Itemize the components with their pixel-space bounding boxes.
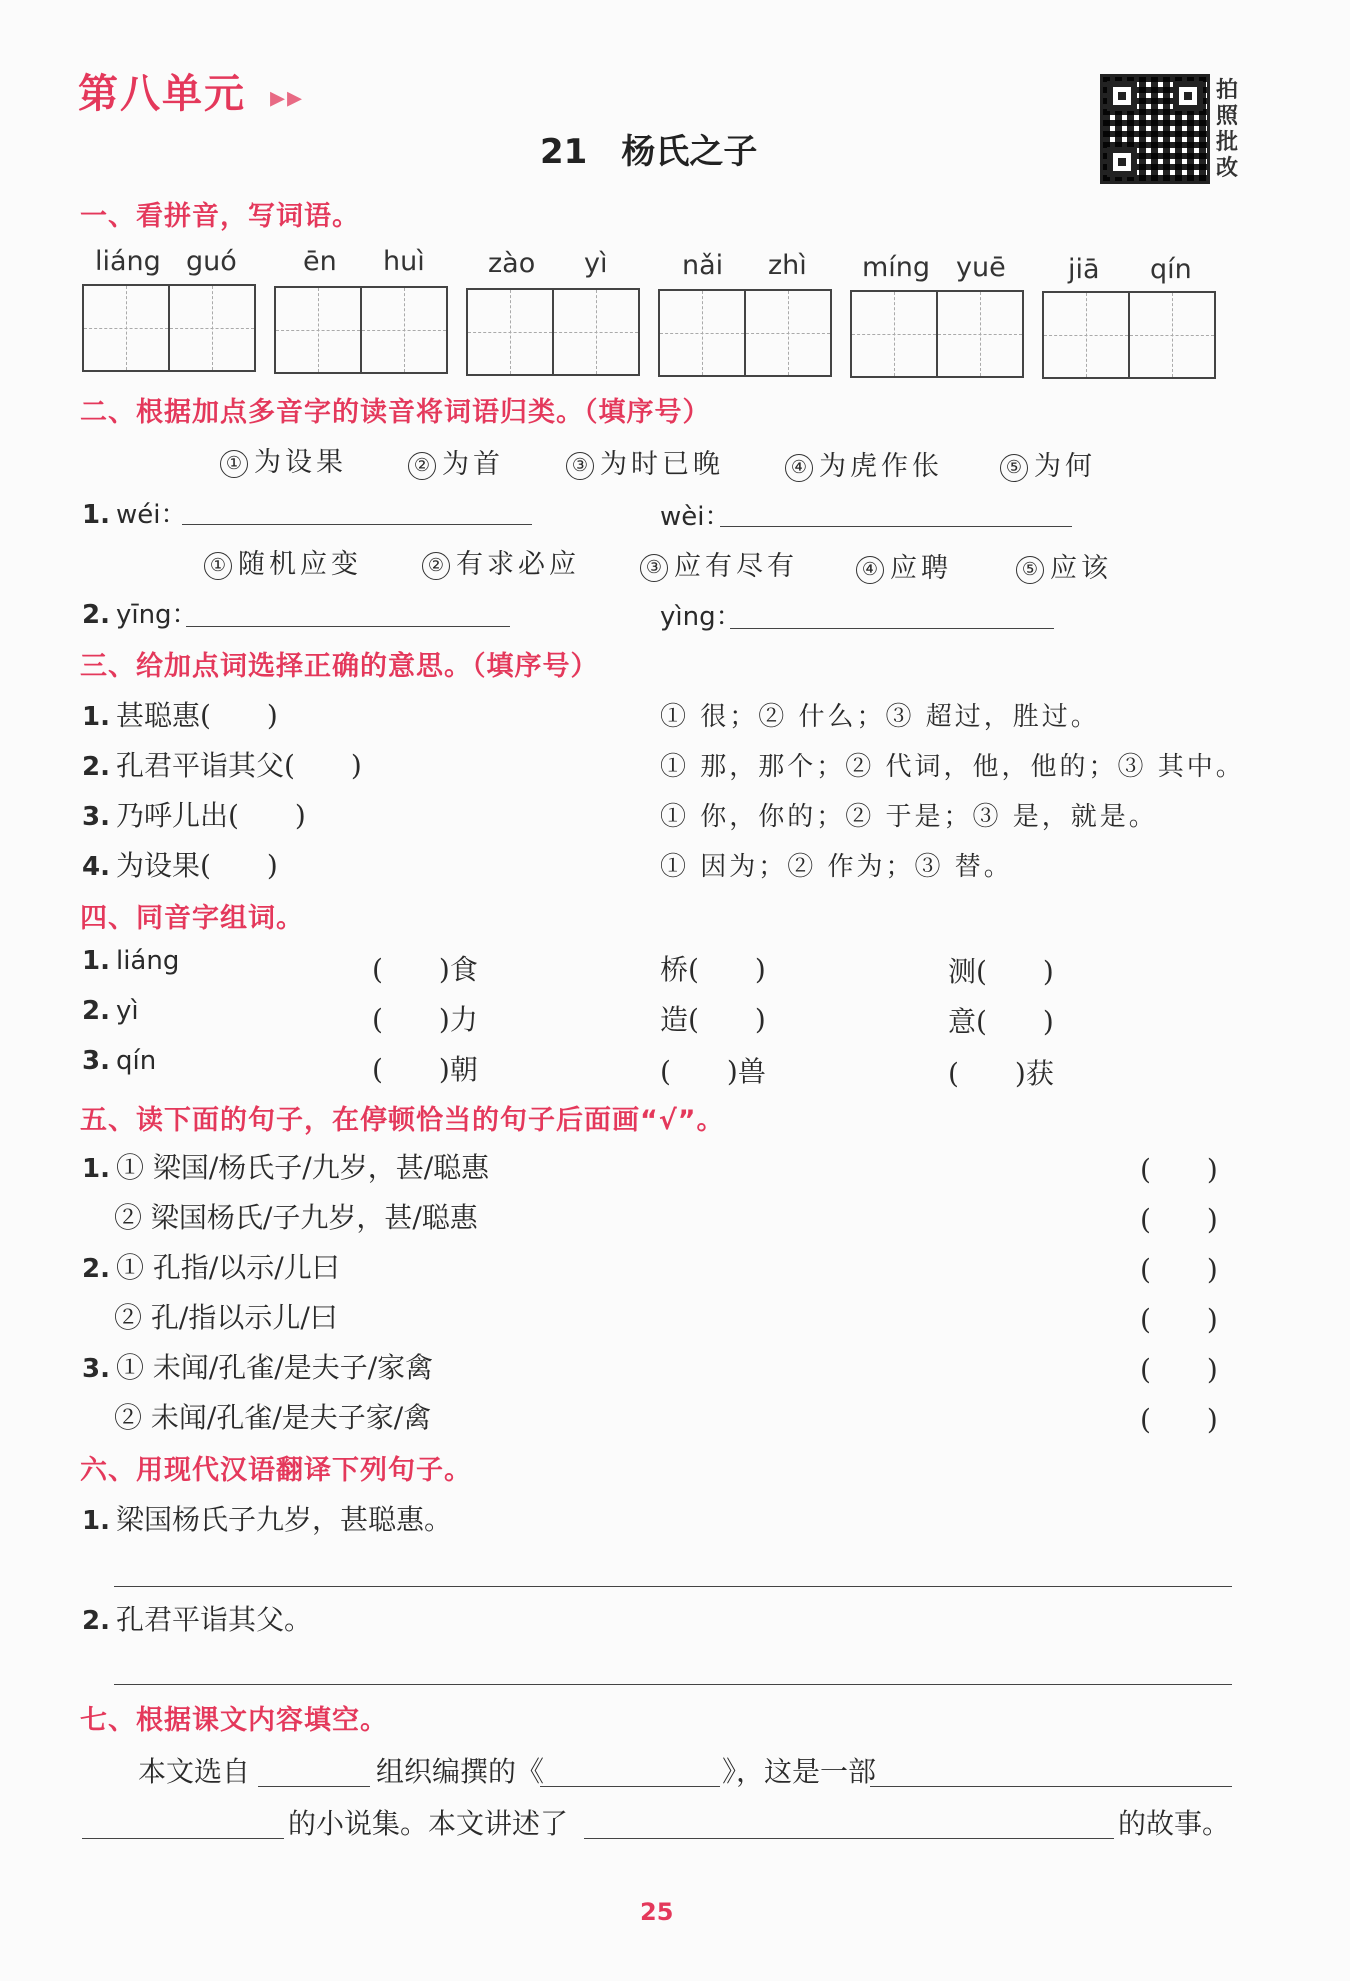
page-number: 25 bbox=[640, 1898, 674, 1926]
pinyin: yuē bbox=[956, 252, 1006, 283]
fill-text: 的小说集。本文讲述了 bbox=[288, 1807, 569, 1840]
q-label: yìng： bbox=[660, 602, 742, 632]
blank[interactable]: 测( ) bbox=[948, 955, 1054, 988]
fill-text: 》，这是一部 bbox=[722, 1755, 877, 1788]
unit-title-text: 第八单元 bbox=[78, 71, 246, 117]
pinyin: liáng bbox=[95, 246, 161, 277]
blank[interactable]: ( )食 bbox=[372, 953, 478, 986]
pause-sentence: ② 梁国杨氏/子九岁，甚/聪惠 bbox=[114, 1201, 478, 1234]
pinyin: qín bbox=[1150, 254, 1192, 285]
answer-line[interactable] bbox=[82, 1838, 284, 1839]
blank[interactable]: 造( ) bbox=[660, 1003, 766, 1036]
check-blank[interactable]: ( ) bbox=[1140, 1253, 1218, 1286]
answer-line[interactable] bbox=[114, 1586, 1232, 1587]
answer-line[interactable] bbox=[258, 1786, 370, 1787]
pause-sentence: ② 孔/指以示儿/曰 bbox=[114, 1301, 338, 1334]
check-blank[interactable]: ( ) bbox=[1140, 1203, 1218, 1236]
section-7-title: 七、根据课文内容填空。 bbox=[80, 1705, 388, 1736]
translate-sentence: 1. 梁国杨氏子九岁，甚聪惠。 bbox=[82, 1503, 452, 1536]
pinyin: guó bbox=[186, 246, 237, 277]
blank[interactable]: ( )力 bbox=[372, 1003, 478, 1036]
meaning: ① 因为；② 作为；③ 替。 bbox=[660, 852, 1013, 882]
writing-box[interactable] bbox=[466, 288, 640, 376]
pause-sentence: 3. ① 未闻/孔雀/是夫子/家禽 bbox=[82, 1351, 434, 1384]
check-blank[interactable]: ( ) bbox=[1140, 1403, 1218, 1436]
qr-corner bbox=[1173, 81, 1203, 111]
qr-code[interactable] bbox=[1100, 74, 1210, 184]
check-blank[interactable]: ( ) bbox=[1140, 1353, 1218, 1386]
writing-box[interactable] bbox=[1042, 291, 1216, 379]
option: ② 有求必应 bbox=[422, 542, 580, 581]
blank[interactable]: ( )兽 bbox=[660, 1055, 766, 1088]
option: ① 为设果 bbox=[220, 440, 347, 479]
writing-box[interactable] bbox=[850, 290, 1024, 378]
question: 1. 甚聪惠( ) bbox=[82, 699, 278, 732]
qr-label-char: 改 bbox=[1216, 156, 1239, 181]
q-label: 1. wéi： bbox=[82, 500, 187, 530]
translate-sentence: 2. 孔君平诣其父。 bbox=[82, 1603, 312, 1636]
pinyin: míng bbox=[862, 252, 931, 283]
answer-line[interactable] bbox=[870, 1786, 1232, 1787]
homophone-row-label: 1. liáng bbox=[82, 946, 180, 976]
pinyin: yì bbox=[584, 248, 608, 279]
q-label: wèi： bbox=[660, 502, 731, 532]
pinyin: jiā bbox=[1068, 254, 1100, 285]
qr-label-char: 拍 bbox=[1216, 78, 1239, 103]
pinyin: ēn bbox=[303, 246, 337, 277]
section-3-title: 三、给加点词选择正确的意思。（填序号） bbox=[80, 651, 599, 682]
blank[interactable]: ( )获 bbox=[948, 1057, 1054, 1090]
fill-text: 本文选自 bbox=[138, 1755, 251, 1788]
lesson-title: 21 杨氏之子 bbox=[540, 132, 758, 172]
option: ③ 应有尽有 bbox=[640, 544, 798, 583]
option: ⑤ 应该 bbox=[1016, 546, 1112, 585]
option: ④ 应聘 bbox=[856, 546, 952, 585]
qr-label bbox=[1216, 78, 1238, 182]
pause-sentence: 2. ① 孔指/以示/儿曰 bbox=[82, 1251, 340, 1284]
answer-line[interactable] bbox=[720, 526, 1072, 527]
fill-text: 的故事。 bbox=[1118, 1807, 1231, 1840]
question: 3. 乃呼儿出( ) bbox=[82, 799, 306, 832]
q-label: 2. yīng： bbox=[82, 600, 198, 630]
check-blank[interactable]: ( ) bbox=[1140, 1153, 1218, 1186]
writing-box[interactable] bbox=[658, 289, 832, 377]
meaning: ① 那，那个；② 代词，他，他的；③ 其中。 bbox=[660, 752, 1245, 782]
section-4-title: 四、同音字组词。 bbox=[80, 903, 304, 934]
qr-label-char: 批 bbox=[1216, 130, 1239, 155]
homophone-row-label: 3. qín bbox=[82, 1046, 157, 1076]
writing-box[interactable] bbox=[274, 286, 448, 374]
section-6-title: 六、用现代汉语翻译下列句子。 bbox=[80, 1455, 472, 1486]
unit-title bbox=[78, 62, 304, 119]
option: ④ 为虎作伥 bbox=[785, 444, 943, 483]
pinyin: zhì bbox=[768, 250, 807, 281]
section-1-title: 一、看拼音，写词语。 bbox=[80, 201, 360, 232]
answer-line[interactable] bbox=[186, 626, 510, 627]
homophone-row-label: 2. yì bbox=[82, 996, 139, 1026]
question: 4. 为设果( ) bbox=[82, 849, 278, 882]
qr-corner bbox=[1107, 147, 1137, 177]
writing-box[interactable] bbox=[82, 284, 256, 372]
pause-sentence: ② 未闻/孔雀/是夫子家/禽 bbox=[114, 1401, 432, 1434]
option: ① 随机应变 bbox=[204, 542, 362, 581]
pinyin: huì bbox=[383, 246, 425, 277]
section-5-title: 五、读下面的句子，在停顿恰当的句子后面画“√”。 bbox=[80, 1105, 725, 1136]
answer-line[interactable] bbox=[540, 1786, 720, 1787]
fill-text: 组织编撰的《 bbox=[376, 1755, 545, 1788]
answer-line[interactable] bbox=[584, 1838, 1114, 1839]
answer-line[interactable] bbox=[730, 628, 1054, 629]
pinyin: zào bbox=[488, 248, 536, 279]
unit-arrow-icon: ▸▸ bbox=[269, 80, 305, 115]
option: ② 为首 bbox=[408, 442, 504, 481]
section-2-title: 二、根据加点多音字的读音将词语归类。（填序号） bbox=[80, 397, 711, 428]
qr-corner bbox=[1107, 81, 1137, 111]
pinyin: nǎi bbox=[682, 250, 724, 281]
option: ③ 为时已晚 bbox=[566, 442, 724, 481]
question: 2. 孔君平诣其父( ) bbox=[82, 749, 362, 782]
meaning: ① 很；② 什么；③ 超过，胜过。 bbox=[660, 702, 1100, 732]
blank[interactable]: ( )朝 bbox=[372, 1053, 478, 1086]
blank[interactable]: 意( ) bbox=[948, 1005, 1054, 1038]
blank[interactable]: 桥( ) bbox=[660, 953, 766, 986]
qr-label-char: 照 bbox=[1216, 104, 1239, 129]
meaning: ① 你，你的；② 于是；③ 是，就是。 bbox=[660, 802, 1158, 832]
answer-line[interactable] bbox=[182, 524, 532, 525]
option: ⑤ 为何 bbox=[1000, 444, 1096, 483]
check-blank[interactable]: ( ) bbox=[1140, 1303, 1218, 1336]
answer-line[interactable] bbox=[114, 1684, 1232, 1685]
pause-sentence: 1. ① 梁国/杨氏子/九岁，甚/聪惠 bbox=[82, 1151, 490, 1184]
